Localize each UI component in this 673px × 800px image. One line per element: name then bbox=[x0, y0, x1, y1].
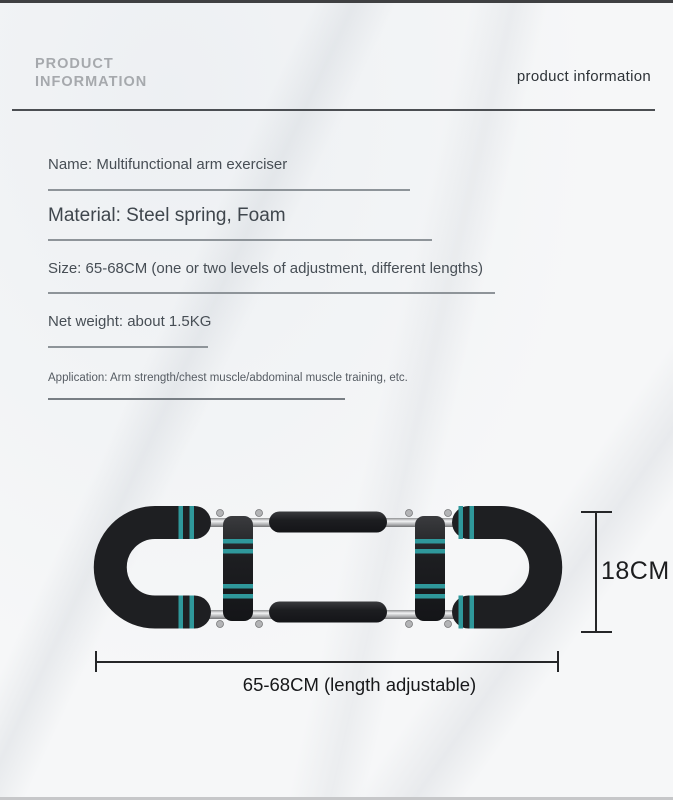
spec-net-weight-underline bbox=[48, 346, 208, 348]
width-dimension-tick-right bbox=[557, 651, 559, 672]
page-title-line1: PRODUCT bbox=[35, 56, 114, 72]
spec-name: Name: Multifunctional arm exerciser bbox=[48, 156, 288, 173]
header-tagline: product information bbox=[516, 68, 651, 85]
spec-size: Size: 65-68CM (one or two levels of adjustment, different lengths) bbox=[48, 260, 483, 277]
page-title-line2: INFORMATION bbox=[35, 74, 148, 90]
center-foam-sleeves bbox=[269, 512, 387, 623]
spec-net-weight: Net weight: about 1.5KG bbox=[48, 313, 212, 330]
height-dimension-line bbox=[595, 511, 597, 633]
spec-name-underline bbox=[48, 189, 410, 191]
width-dimension-line bbox=[95, 661, 559, 663]
spec-application-underline bbox=[48, 398, 345, 400]
arm-exerciser-product-image bbox=[93, 503, 563, 648]
spec-size-underline bbox=[48, 292, 495, 294]
page-title bbox=[35, 55, 147, 91]
spec-material-underline bbox=[48, 239, 432, 241]
spec-application: Application: Arm strength/chest muscle/abdominal muscle training, etc. bbox=[48, 372, 408, 384]
height-dimension-label: 18CM bbox=[601, 557, 670, 585]
right-u-handle bbox=[459, 506, 546, 629]
left-u-handle bbox=[110, 506, 194, 629]
top-border bbox=[0, 0, 673, 3]
header-divider bbox=[12, 109, 655, 111]
width-dimension-label: 65-68CM (length adjustable) bbox=[242, 674, 477, 695]
height-dimension-cap-bottom bbox=[581, 631, 612, 633]
spec-material: Material: Steel spring, Foam bbox=[48, 205, 286, 226]
